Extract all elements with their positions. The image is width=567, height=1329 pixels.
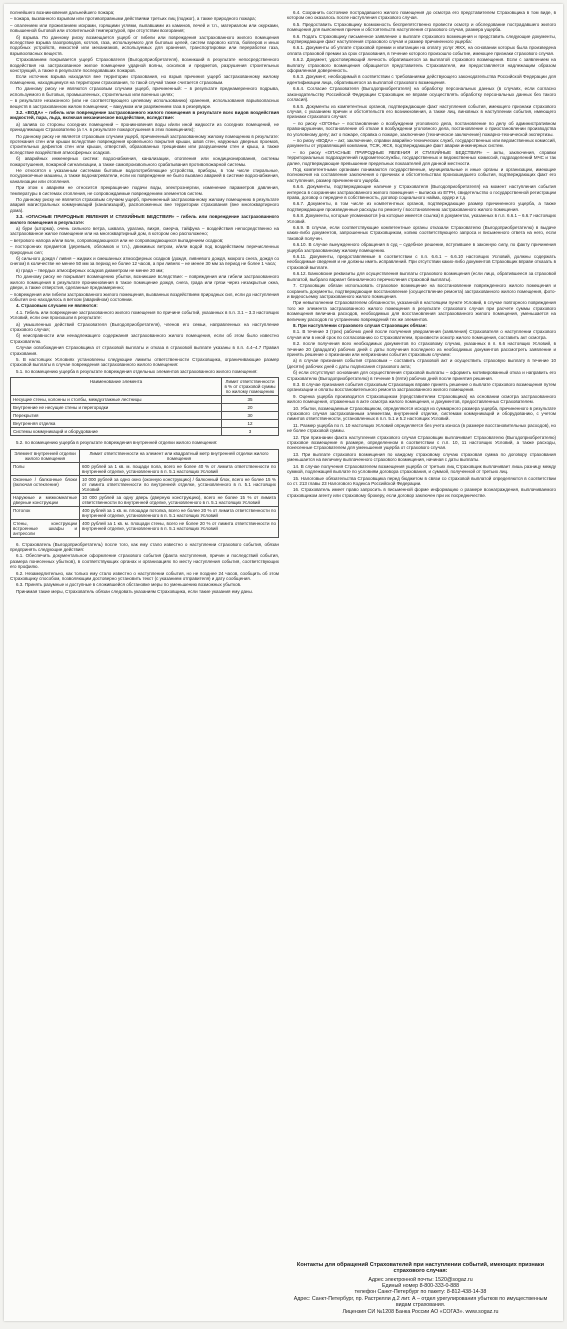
clause-15: 15. Налоговые обязательства Страховщика перед бюджетом в связи со страховой выплатой определяются в соответствии со ст. 213 главы 23 Налогового Кодекса Российской Федерации. — [287, 475, 556, 486]
paragraph: – повреждения или гибели застрахованного жилого помещения, вызванных воздействием природных сил, если до наступления события оно находилось в ветхом (аварийном) состоянии. — [10, 291, 279, 302]
clause-10: 10. Убытки, возмещаемые Страховщиком, определяются исходя из суммарного размера ущерба, причиненного в результате страхового случая застрахованным элементам, внутренней отделке, системам коммуникаций и оборудованию, с учетом лимитов ответственности, установленных в п.п. 5.1 и 5.2 настоящих Условий. — [287, 405, 556, 422]
contacts-heading: Контакты для обращений Страхователей при наступлении событий, имеющих признаки страхового случая: — [296, 1261, 545, 1275]
table-header-row — [11, 378, 279, 396]
clause-3-3-natural: 3.3. «ОПАСНЫЕ ПРИРОДНЫЕ ЯВЛЕНИЯ И СТИХИЙНЫЕ БЕДСТВИЯ» – гибель или повреждение застрахованного жилого помещения в результате: — [10, 214, 279, 225]
paragraph: При невыполнении Страхователем обязанности, указанной в настоящем пункте Условий, в случае повторного повреждения того же элемента застрахованного жилого помещения в результате страхового случая при расчете суммы страхового возмещения величина расходов, необходимых для восстановления застрахованного жилого помещения, уменьшается на величину расходов по устранению повреждений тех же элементов. — [287, 300, 556, 322]
table-cell: 10 000 рублей за одну дверь (дверную конструкцию), всего не более 15 % от лимита ответственности по внутренней отделке, установленного в п. 5.1 настоящих Условий — [80, 493, 279, 506]
clause-6-6: 6.6. Подать Страховщику письменное заявление о выплате страхового возмещения и представить следующие документы, подтверждающие факт наступления страхового случая и размер причиненного ущерба: — [287, 33, 556, 45]
clause-6-1: 6.1. Обеспечить документальное оформление страхового события (факта наступления, причин и последствий события, размера понесенных убытков), в соответствующих органах и организациях по месту наступления события, соответствующих его профилю. — [10, 553, 279, 570]
table-row — [11, 506, 279, 519]
paragraph: При этом к авариям не относится прекращение подачи воды, электроэнергии, изменение параметров давления, температуры в системах отопления, не сопровождаемые повреждением элементов систем. — [10, 185, 279, 196]
clause-9: 9. Оценка ущерба производится Страховщиком (представителем Страховщика) на основании осмотра застрахованного жилого помещения, отраженных в акте осмотра жилого помещения, и документов, предоставленных Страхователем. — [287, 393, 556, 405]
clause-6-6-4: 6.6.4. Согласие Страхователя (Выгодоприобретателя) на обработку персональных данных (в случаях, если согласно законодательству Российской Федерации Страховщик не вправе осуществлять обработку персональных данных без такого согласия). — [287, 86, 556, 103]
risk-water-docs: – по риску «ВОДА» – акт, заключение, справки аварийно-технических служб, государственных или ведомственных комиссий, документы от управляющей компании, ТСЖ, ЖСК, подтверждающие факт аварии инженерных систем. — [287, 137, 556, 149]
table-cell: Внутренняя отделка — [11, 420, 222, 428]
clause-6-2: 6.2. Незамедлительно, как только ему стало известно о наступлении события, но не позднее 24 часов, сообщить об этом Страховщику способом, позволяющим достоверно установить текст (с указанием отправителя) и дату сообщения. — [10, 570, 279, 582]
paragraph: – пожара, вызванного взрывом или противоправными действиями третьих лиц (поджог), а также природного пожара; — [10, 16, 256, 22]
table-cell: 35 — [222, 396, 279, 404]
clause-16: 16. Страхователь имеет право запросить в письменной форме информацию о размере вознаграждения, выплачиваемого страховщиком агенту или страховому брокеру, если договор заключен при их посредничестве. — [287, 487, 556, 498]
clause-8-1: 8.1. В течение 3 (трех) рабочих дней после получения уведомления (заявления) Страхователя о наступлении страхового случая или в иной срок по согласованию со Страхователем, произвести осмотр жилого помещения, составить акт осмотра. — [287, 329, 556, 340]
clause-6-6-2: 6.6.2. Документ, удостоверяющий личность обратившегося за выплатой страхового возмещения. Если с заявлением на выплату страхового возмещения обращается представитель Страхователя, им предоставляется надлежащим образом оформленная доверенность. — [287, 57, 556, 74]
paragraph: По данному риску не покрывает возмещению убытки, возникшие вследствие: – повреждения или гибели застрахованного жилого помещения в результате проникновения в такое помещение дождя, снега, града или грязи через незакрытые окна, двери, а также отверстия, сделанные преднамеренно; — [10, 274, 279, 291]
paragraph: – опалением или прожиганием искрами, горящими углями, выпавшими из каминов, печей и т.п., материалом или окурками, повышенной бытовой или отопительной температурой, при отсутствии возгорания; — [10, 22, 279, 34]
table-row — [11, 412, 279, 420]
table-row — [11, 519, 279, 537]
table-cell: Стены, конструкции встроенные шкафы и антресоли — [11, 519, 80, 537]
clause-8-2: 8.2. после получения всех необходимых документов по страховому случаю, указанных в п. 6.6 настоящих Условий, в течение 20 (двадцати) рабочих дней с даты получения последнего из необходимых документов рассмотреть заявление и принять решение о признании или непризнании события страховым случаем: — [287, 341, 556, 357]
contact-address: Адрес: Санкт-Петербург, пр. Растрелли д.2 лит. А – отдел урегулирования убытков по имущественным видам страхования. — [293, 1295, 548, 1309]
clause-7: 7. Страховщик обязан использовать страховое возмещение на восстановление поврежденного жилого помещения и сохранить документы, подтверждающие восстановление (осуществление ремонта) застрахованного жилого помещения, фото- и видеосъемку застрахованного жилого помещения. — [287, 283, 556, 299]
contact-phone-spb: телефон Санкт-Петербург по пакету: 8-812-438-14-38 — [354, 1289, 487, 1296]
clause-natural-b: б) сильного дождя / ливня – жидких и смешанных атмосферных осадков (дождя, ливневого дождя, мокрого снега, дождя со снегом) в количестве не менее 50 мм за период не более 12 часов, а при ливнях – не менее 30 мм за период не более 1 часа; — [10, 256, 279, 267]
clause-6-6-3: 6.6.3. Документ, необходимый в соответствии с требованиями действующего законодательства Российской Федерации для идентификации лица, обратившегося за выплатой страхового возмещения. — [287, 74, 556, 85]
clause-6-3: 6.3. Принять разумные и доступные в сложившейся обстановке меры по уменьшению возможных убытков. — [16, 582, 242, 588]
table-cell: 30 — [222, 412, 279, 420]
paragraph: Если источник взрыва находился вне территории страхования, но взрыв причинил ущерб застрахованному жилому помещению, находящемуся на территории страхования, то такой случай также считается страховым. — [10, 74, 279, 85]
table-header: Наименование элемента — [11, 378, 222, 396]
contact-phone: Единый номер 8-800-333-0-888 — [381, 1282, 460, 1289]
table-row — [11, 420, 279, 428]
clause-6-6-7: 6.6.7. Документы, в том числе из компетентных органов, подтверждающие размер причиненного ущерба, а также подтверждающие произведенные расходы по ремонту / восстановлению застрахованного жилого помещения. — [287, 201, 556, 212]
paragraph: – в результате незаконного (или не соответствующего целевому использованию) хранения, использования взрывоопасных веществ в застрахованном жилом помещении; – вакуумом или разряжением газа в резервуаре. — [10, 98, 279, 109]
clause-14: 14. В случае получения Страхователем возмещения ущерба от третьих лиц Страховщик выплачивает лишь разницу между суммой, подлежащей выплате по условиям договора страхования, и суммой, полученной от третьих лиц. — [287, 463, 556, 475]
table-cell: Полы — [11, 462, 80, 475]
paragraph: По данному риску не является страховым случаем ущерб, причиненный застрахованному жилому помещению в результате: протекания стен или крыши вследствие повреждения кровельного покрытия крыши, швов стен, наружных дверных проемов, строительных дефектов стен или крыши, отверстий, образованных трещинами или разрушением стен и крыш, а также вследствие воздействия атмосферных осадков. — [10, 133, 279, 155]
paragraph: Принимая такие меры, Страхователь обязан следовать указаниям Страховщика, если такие указания ему даны. — [16, 588, 253, 594]
table-cell: Потолок — [11, 506, 80, 519]
clause-6-6-10: 6.6.10. В случае вынужденного обращения в суд – судебное решение, вступившее в законную силу, по факту причинения ущерба застрахованному жилому помещению. — [287, 242, 556, 253]
clause-11: 11. Размер ущерба по п. 10 настоящих Условий определяется без учета износа (в размере восстановительных расходов), но не более страховой суммы. — [287, 422, 556, 434]
clause-5-2: 5.2. по возмещению ущерба в результате повреждения внутренней отделки жилого помещения: — [16, 440, 218, 446]
clause-water-a: а) залива со стороны соседних помещений – проникновения воды и/или иной жидкости из соседних помещений, не принадлежащих Страхователю (а т.ч. в результате пожаротушения в этих помещениях); — [10, 121, 279, 133]
paragraph: Не относятся к указанным системам бытовые водопотребляющие устройства, приборы, в том числе стиральные, посудомоечные машины, а также водонагреватели, если их повреждение не было вызвано аварией в системе водоснабжения, канализации или отопления. — [10, 167, 279, 184]
table-cell: 600 рублей за 1 кв. м. пощади пола, всего не более 40 % от лимита ответственности по внутренней отделке, установленного в п. 5.1 настоящих Условий — [80, 462, 279, 475]
clause-8-2-a: а) в случае признания события страховым – составить страховой акт и осуществить страховую выплату в течение 10 (десяти) рабочих дней с даты подписания страхового акта; — [287, 358, 556, 369]
table-cell: 20 — [222, 404, 279, 412]
clause-3-2-water: 3.2. «ВОДА» – гибель или повреждение застрахованного жилого помещения в результате всех видов воздействия жидкостей, пара, льда, включая механическое воздействие, вследствие: — [10, 109, 279, 121]
paragraph: Страхованием покрывается ущерб Страхователя (Выгодоприобретателя), возникший в результате непосредственного воздействия на застрахованное жилое помещение ударной волны, осколков и предметов, разрушения строительных конструкций, а также в результате последовавших пожаров. — [10, 57, 279, 74]
text-columns — [10, 10, 557, 1259]
license-line: Лицензия СИ №1208 Банка России АО «СОГАЗ». www.sogaz.ru — [342, 1308, 499, 1315]
table-cell: 12 — [222, 420, 279, 428]
table-cell: 3 — [222, 428, 279, 436]
clause-natural-a: а) бури (шторма), очень сильного ветра, шквала, урагана, вихря, смерча, тайфуна – воздействия непосредственно на застрахованное жилое помещение или на многоквартирный дом, в котором оно расположено; — [10, 226, 279, 237]
clause-6-4: 6.4. Сохранить состояние пострадавшего жилого помещения до осмотра его представителем Страховщика в том виде, в котором оно оказалось после наступления страхового случая. — [287, 10, 556, 21]
clause-6-6-5: 6.6.5. Документы из компетентных органов, подтверждающие факт наступления события, имеющего признаки страхового случая, с указанием причин и обстоятельств его возникновения, а также лиц, виновных в наступлении события, имеющего признаки страхового случая: — [287, 103, 556, 120]
table-cell: Перекрытия — [11, 412, 222, 420]
paragraph: – посторонних предметов (деревьев, обломков и т.п.), движимых ветром, и/или водой под воздействием перечисленных природных сил; — [10, 244, 279, 255]
table-cell: Оконные / балконные блоки (включая остекление) — [11, 475, 80, 493]
table-cell: 400 рублей за 1 кв. м. площади потолка, всего не более 20 % от лимита ответственности по внутренней отделке, установленного в п. 5.1 настоящих Условий — [80, 506, 279, 519]
clause-6-6-6: 6.6.6. Документы, подтверждающие наличие у Страхователя (Выгодоприобретателя) на момент наступления события интереса в сохранении застрахованного жилого помещения – выписка из ЕГРН, свидетельство о государственной регистрации права, договор о передаче в собственность, договор социального найма, ордер и т.д. — [287, 184, 556, 200]
clause-4-a: а) умышленных действий Страхователя (Выгодоприобретателя), членов его семьи, направленных на наступление страхового случая; — [10, 321, 279, 332]
limits-table-elements — [10, 377, 279, 436]
clause-6: 6. Страхователь (Выгодоприобретатель) после того, как ему стало известно о наступлении страхового события, обязан предпринять следующие действия: — [10, 541, 279, 552]
clause-8-2-b: б) если отсутствуют основания для осуществления страховой выплаты – оформить мотивированный отказ и направить его Страхователю (Выгодоприобретателю) в течение 5 (пяти) рабочих дней после принятия решения. — [287, 370, 556, 381]
clause-natural-v: в) града – твердых атмосферных осадков диаметром не менее 20 мм; — [16, 267, 164, 273]
table-cell: Наружные и межкомнатные дверные конструкции — [11, 493, 80, 506]
clause-6-6-12: 6.6.12. Банковские реквизиты для осуществления выплаты страхового возмещения (если лицо, обратившееся за страховой выплатой, выбрало вариант безналичного перечисления страховой выплаты). — [287, 271, 556, 282]
clause-8-3: 8.3. В случае признания события страховым Страховщик вправе принять решение о выплате страхового возмещения путем организации и оплаты восстановительного ремонта застрахованного жилого помещения. — [287, 382, 556, 393]
table-header-row — [11, 449, 279, 462]
table-cell: Несущие стены, колонны и столбы, междуэтажные лестницы — [11, 396, 222, 404]
table-cell: 10 000 рублей за одно окно (оконную конструкцию) / балконный блок, всего не более 15 % от лимита ответственности по внутренней отделке, установленного в п. 5.1 настоящих Условий — [80, 475, 279, 493]
paragraph: Под компетентными органами понимаются государственные, муниципальные и иные органы и организации, имеющие полномочия на составление заключения о причинах и обстоятельствах произошедшего события, подтверждающих факт его наступления, размер причиненного ущерба. — [287, 166, 556, 183]
clause-6-5: 6.5. Предоставить Страховщику возможность беспрепятственно провести осмотр и обследование пострадавшего жилого помещения для выяснения причин и обстоятельств наступления страхового случая, размера ущерба. — [287, 21, 556, 33]
clause-5-1: 5.1. по возмещению ущерба в результате повреждения отдельных элементов застрахованного жилого помещения: — [16, 368, 258, 374]
clause-12: 12. При признании факта наступления страхового случая Страховщик выплачивает Страхователю (Выгодоприобретателю) страховое возмещение в размере, определенном в соответствии с п.п. 10, 11 настоящих Условий, а также расходы, понесенные Страхователем для уменьшения ущерба от страхового случая. — [287, 434, 556, 451]
document-page — [4, 4, 563, 1321]
table-header: Элемент внутренней отделки жилого помещения — [11, 449, 80, 462]
table-row — [11, 462, 279, 475]
clause-4-b: б) неисправности или ненадлежащего содержания застрахованного жилого помещения, если об этом было известно Страхователю. — [10, 333, 279, 344]
contacts-block — [288, 1262, 553, 1315]
right-column — [287, 10, 556, 1259]
table-cell: Системы коммуникаций и оборудование — [11, 428, 222, 436]
clause-6-6-11: 6.6.11. Документы, предоставляемые в соответствии с п.п. 6.6.1 – 6.6.10 настоящих Условий, должны содержать необходимые сведения и не должны иметь исправлений. При отсутствии каких-либо документов Страховщик вправе отказать в страховой выплате. — [287, 254, 556, 270]
table-row — [11, 404, 279, 412]
table-row — [11, 428, 279, 436]
clause-explosion: б) взрыва. По данному риску возмещается ущерб от гибели или повреждения застрахованного жилого помещения вследствие взрыва газопроводов, котлов, газа, используемого для бытовых целей, систем парового котла, бойлеров и иных подобных устройств, емкостей или механизмов, используемых для хранения, транспортировки или переработки газа, взрывоопасных веществ. — [10, 34, 279, 56]
clause-13: 13. При выплате страхового возмещения по каждому страховому случаю страховая сумма по договору страхования уменьшается на величину выплаченного страхового возмещения, начиная с даты выплаты. — [287, 451, 556, 463]
left-column — [10, 10, 279, 1259]
paragraph: – ветрового напора и/или волн, сопровождающихся или не сопровождающихся выпадением осадков; — [10, 237, 224, 243]
paragraph: По данному риску не является страховым случаем ущерб, причиненный застрахованному жилому помещению в результате аварий магистральных коммуникаций (канализаций), расположенных вне территории страхования (вне многоквартирного дома). — [10, 197, 279, 213]
clause-6-6-1: 6.6.1. Документы об уплате страховой премии и квитанции на оплату услуг ЖКХ, на основании которых была произведена оплата страховой премии за срок страхования, в течение которого произошло событие, имеющее признаки страхового случая. — [287, 45, 556, 56]
risk-natural-docs: – по риску «ОПАСНЫЕ ПРИРОДНЫЕ ЯВЛЕНИЯ И СТИХИЙНЫЕ БЕДСТВИЯ» – акты, заключения, справки территориальных подразделений гидрометеослужбы, государственных и ведомственных комиссий, подразделений МЧС и так далее, подтверждающие превышение предельных показателей для данной местности. — [287, 149, 556, 166]
table-row — [11, 493, 279, 506]
paragraph: По данному риску не являются страховым случаем ущерб, причиненный: – в результате преднамеренного подрыва, используемого в бытовых, промышленных, строительных или военных целях; — [10, 86, 279, 97]
clause-5: 5. В настоящих Условиях установлены следующие лимиты ответственности Страховщика, ограничивающие размер страховой выплаты в случае повреждения застрахованного жилого помещения: — [10, 356, 279, 368]
table-row — [11, 475, 279, 493]
table-header: Лимит ответственности в % от страховой суммы по жилому помещению — [222, 378, 279, 396]
paragraph: полнейшего возникновения дальнейшего пожара; — [10, 10, 115, 15]
table-cell: Внутренние не несущие стены и перегородки — [11, 404, 222, 412]
clause-4-1: 4.1. Гибель или повреждение застрахованного жилого помещения по причине событий, указанных в п.п. 3.1 – 3.3 настоящих Условий, если они произошли в результате: — [10, 309, 279, 321]
table-header: Лимит ответственности на элемент или квадратный метр внутренней отделки жилого помещения — [80, 449, 279, 462]
clause-6-6-8: 6.6.8. Документы, которые упоминаются (на которые имеется ссылка) в документах, указанных в п.п. 6.6.1 – 6.6.7 настоящих Условий. — [287, 213, 556, 224]
table-cell: 400 рублей за 1 кв. м. площади стены, всего не более 20 % от лимита ответственности по внутренней отделке, установленного в п. 5.1 настоящих Условий — [80, 519, 279, 537]
limits-table-finishing — [10, 449, 279, 538]
clause-6-6-9: 6.6.9. В случае, если соответствующие компетентные органы отказали Страхователю (Выгодоприобретателю) в выдаче каких-либо документов, запрошенных Страховщиком, копию соответствующего запроса и письменного ответа на него, если таковой получен. — [287, 225, 556, 241]
clause-water-b: б) аварийных инженерных систем: водоснабжения, канализации, отопления или кондиционирования, системы пожаротушения, пожарной сигнализации, а также самопроизвольного срабатывания противопожарной системы. — [10, 156, 279, 167]
contact-email: Адрес электронной почты: 1520@sogaz.ru — [368, 1276, 473, 1283]
table-row — [11, 396, 279, 404]
clause-4: 4. Страховым случаем не являются: — [16, 303, 98, 309]
risk-fire-docs: – по риску «ОГОНЬ» – постановление о возбуждении уголовного дела, постановление по делу об административном правонарушении, постановление об отказе в возбуждении уголовного дела, постановление о приостановлении производства по уголовному делу; акт о пожаре, справка о пожаре, заключение (техническое заключение) пожарно-технической экспертизы. — [287, 120, 556, 137]
clause-8: 8. При наступлении страхового случая Страховщик обязан: — [293, 322, 427, 328]
paragraph: Случаи освобождения Страховщика от страховой выплаты и отказа в страховой выплате указаны в п.п. 4.4–4.7 Правил страхования. — [10, 345, 279, 356]
